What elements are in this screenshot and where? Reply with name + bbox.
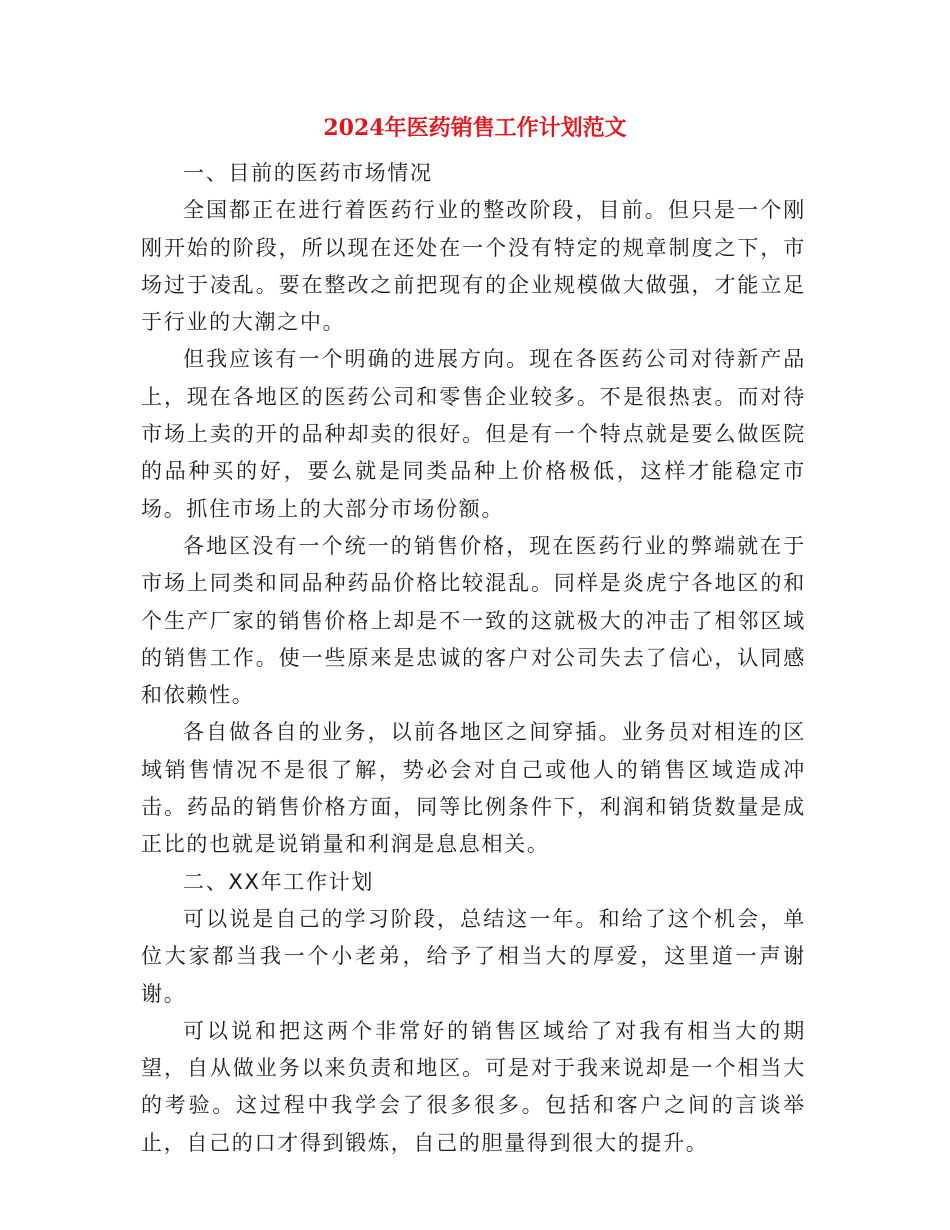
paragraph: 可以说和把这两个非常好的销售区域给了对我有相当大的期望，自从做业务以来负责和地区。可是对于我来说却是一个相当大的考验。这过程中我学会了很多很多。包括和客户之间的言谈举止，自己的口才得到锻炼，自己的胆量得到很大的提升。 bbox=[141, 1018, 806, 1155]
document-title: 2024年医药销售工作计划范文 bbox=[323, 115, 627, 141]
section-heading: 二、XX年工作计划 bbox=[183, 869, 375, 894]
section-heading: 一、目前的医药市场情况 bbox=[183, 161, 433, 185]
paragraph: 全国都正在进行着医药行业的整改阶段，目前。但只是一个刚刚开始的阶段，所以现在还处在一个没有特定的规章制度之下，市场过于凌乱。要在整改之前把现有的企业规模做大做强，才能立足于行业的大潮之中。 bbox=[141, 198, 806, 335]
paragraph: 各地区没有一个统一的销售价格，现在医药行业的弊端就在于市场上同类和同品种药品价格比较混乱。同样是炎虎宁各地区的和个生产厂家的销售价格上却是不一致的这就极大的冲击了相邻区域的销售工作。使一些原来是忠诚的客户对公司失去了信心，认同感和依赖性。 bbox=[141, 533, 806, 708]
paragraph: 但我应该有一个明确的进展方向。现在各医药公司对待新产品上，现在各地区的医药公司和零售企业较多。不是很热衷。而对待市场上卖的开的品种却卖的很好。但是有一个特点就是要么做医院的品种买的好，要么就是同类品种上价格极低，这样才能稳定市场。抓住市场上的大部分市场份额。 bbox=[141, 347, 806, 521]
document-body bbox=[141, 155, 806, 1162]
paragraph: 可以说是自己的学习阶段，总结这一年。和给了这个机会，单位大家都当我一个小老弟，给予了相当大的厚爱，这里道一声谢谢。 bbox=[141, 906, 806, 1006]
paragraph: 各自做各自的业务，以前各地区之间穿插。业务员对相连的区域销售情况不是很了解，势必会对自己或他人的销售区域造成冲击。药品的销售价格方面，同等比例条件下，利润和销货数量是成正比的也就是说销量和利润是息息相关。 bbox=[141, 720, 806, 857]
